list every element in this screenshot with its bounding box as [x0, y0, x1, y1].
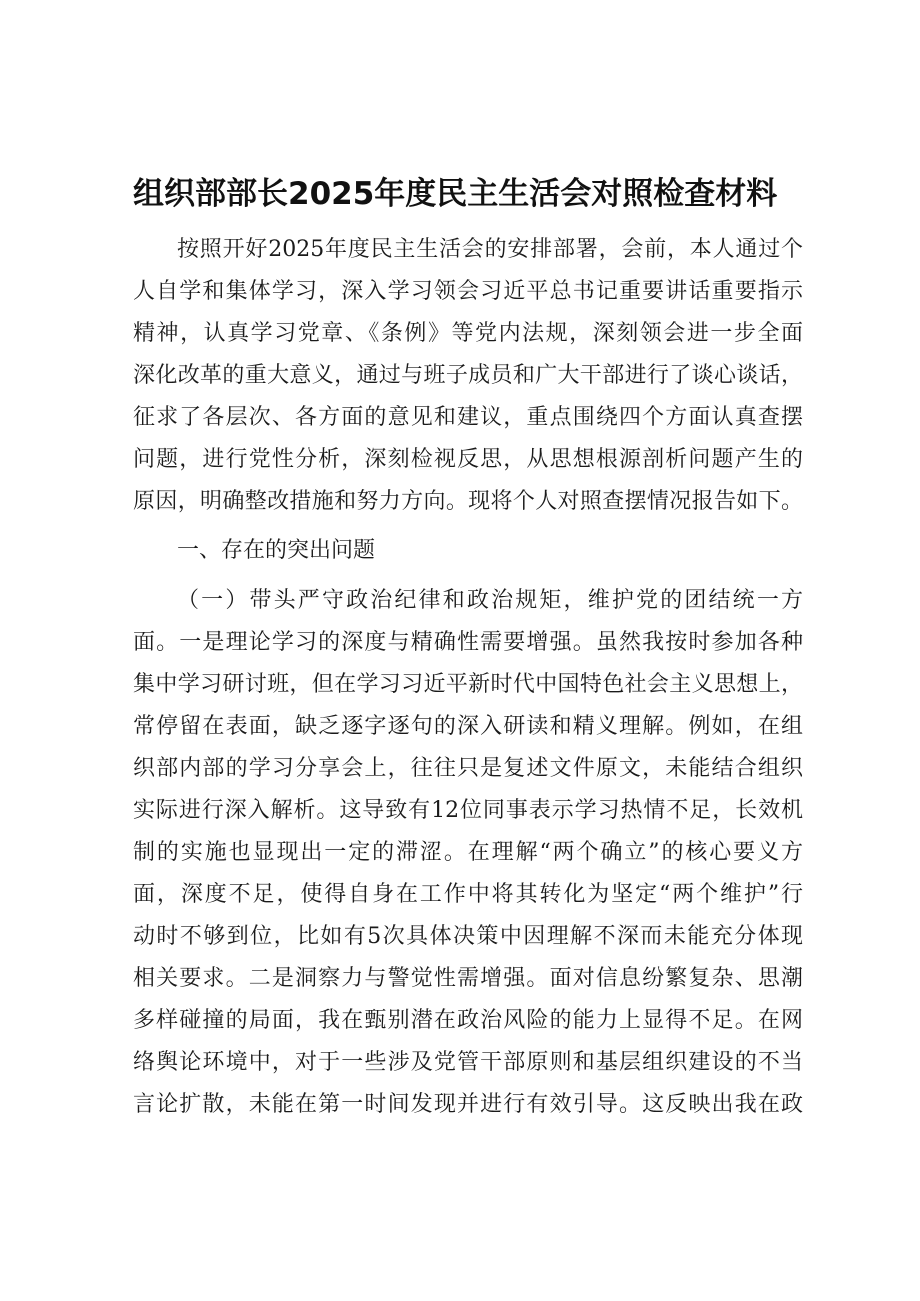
- intro-line: 原因，明确整改措施和努力方向。现将个人对照查摆情况报告如下。: [133, 489, 803, 514]
- body-line: 织部内部的学习分享会上，往往只是复述文件原文，未能结合组织: [133, 756, 803, 781]
- body-line: 制的实施也显现出一定的滞涩。在理解“两个确立”的核心要义方: [133, 840, 803, 865]
- intro-line: 深化改革的重大意义，通过与班子成员和广大干部进行了谈心谈话，: [133, 363, 803, 388]
- body-line: 面。一是理论学习的深度与精确性需要增强。虽然我按时参加各种: [133, 630, 803, 655]
- intro-line: 精神，认真学习党章、《条例》等党内法规，深刻领会进一步全面: [133, 321, 803, 346]
- intro-line: 征求了各层次、各方面的意见和建议，重点围绕四个方面认真查摆: [133, 405, 803, 430]
- document-title: 组织部部长2025年度民主生活会对照检查材料: [133, 176, 778, 212]
- body-line: 言论扩散，未能在第一时间发现并进行有效引导。这反映出我在政: [133, 1092, 803, 1117]
- body-line: 多样碰撞的局面，我在甄别潜在政治风险的能力上显得不足。在网: [133, 1008, 803, 1033]
- body-line: 集中学习研讨班，但在学习习近平新时代中国特色社会主义思想上，: [133, 672, 803, 697]
- body-line: 相关要求。二是洞察力与警觉性需增强。面对信息纷繁复杂、思潮: [133, 966, 803, 991]
- body-line: 实际进行深入解析。这导致有12位同事表示学习热情不足，长效机: [133, 798, 803, 823]
- body-line: 动时不够到位，比如有5次具体决策中因理解不深而未能充分体现: [133, 924, 803, 949]
- body-line: （一）带头严守政治纪律和政治规矩，维护党的团结统一方: [177, 588, 803, 613]
- section-heading: 一、存在的突出问题: [177, 538, 376, 563]
- intro-line: 问题，进行党性分析，深刻检视反思，从思想根源剖析问题产生的: [133, 447, 803, 472]
- body-line: 络舆论环境中，对于一些涉及党管干部原则和基层组织建设的不当: [133, 1050, 803, 1075]
- intro-line: 人自学和集体学习，深入学习领会习近平总书记重要讲话重要指示: [133, 279, 803, 304]
- body-line: 面，深度不足，使得自身在工作中将其转化为坚定“两个维护”行: [133, 882, 803, 907]
- intro-line: 按照开好2025年度民主生活会的安排部署，会前，本人通过个: [177, 237, 803, 262]
- body-line: 常停留在表面，缺乏逐字逐句的深入研读和精义理解。例如，在组: [133, 714, 803, 739]
